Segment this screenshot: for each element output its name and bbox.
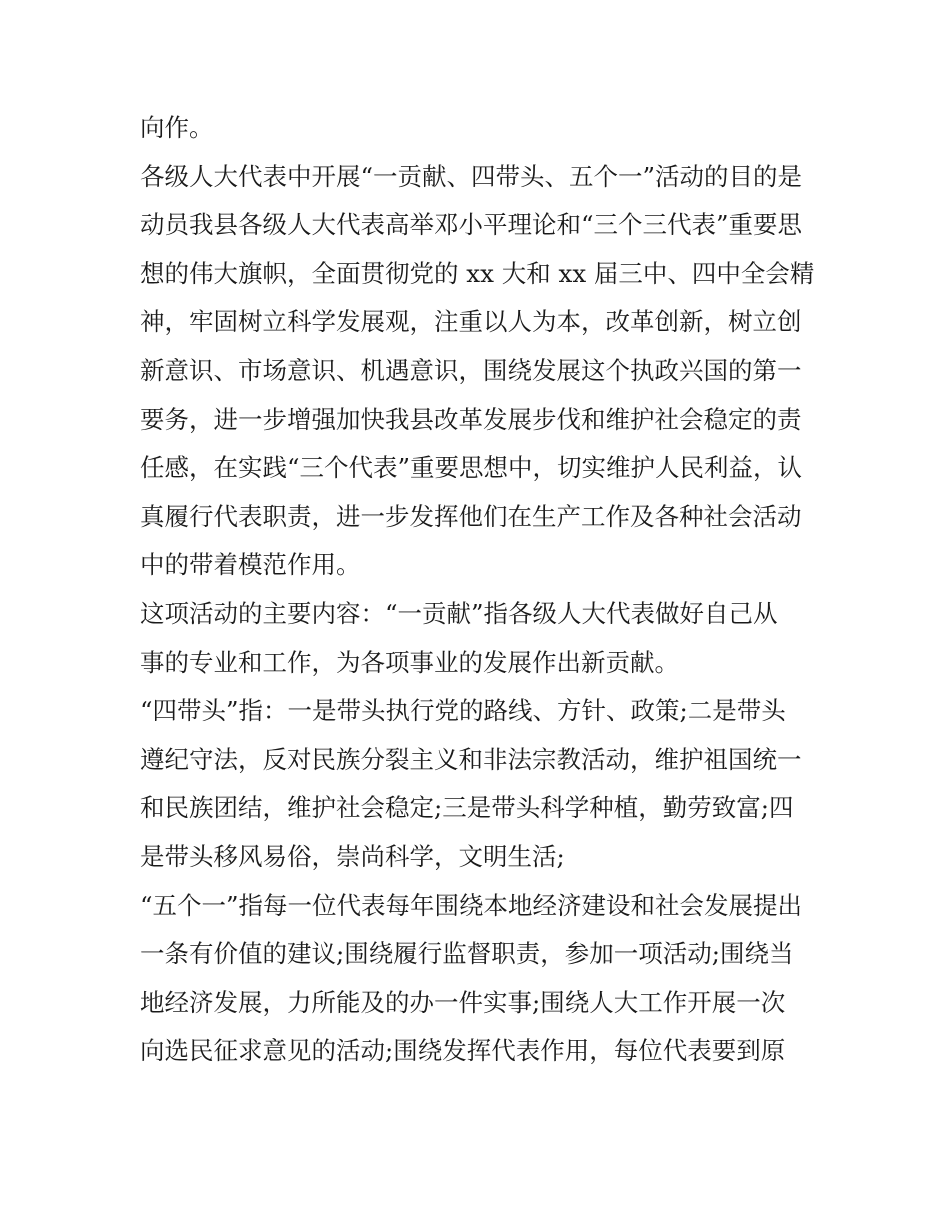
text-line: 向作。 xyxy=(140,113,214,142)
text-line: “四带头”指：一是带头执行党的路线、方针、政策;二是带头 xyxy=(140,696,786,726)
text-line: 中的带着模范作用。 xyxy=(140,550,361,580)
text-line: 真履行代表职责，进一步发挥他们在生产工作及各种社会活动 xyxy=(140,501,802,531)
text-line: 向选民征求意见的活动;围绕发挥代表作用，每位代表要到原 xyxy=(140,1036,786,1066)
text-line: 想的伟大旗帜，全面贯彻党的 xx 大和 xx 届三中、四中全会精 xyxy=(140,258,815,288)
text-line: 神，牢固树立科学发展观，注重以人为本，改革创新，树立创 xyxy=(140,307,802,337)
text-line: 各级人大代表中开展“一贡献、四带头、五个一”活动的目的是 xyxy=(140,161,803,191)
text-line: 这项活动的主要内容：“一贡献”指各级人大代表做好自己从 xyxy=(140,598,778,628)
text-line: 任感，在实践“三个代表”重要思想中，切实维护人民利益，认 xyxy=(140,453,803,483)
body-text xyxy=(140,104,830,1076)
text-line: 一条有价值的建议;围绕履行监督职责，参加一项活动;围绕当 xyxy=(140,939,794,969)
text-line: 是带头移风易俗，崇尚科学，文明生活; xyxy=(140,841,565,871)
text-line: “五个一”指每一位代表每年围绕本地经济建设和社会发展提出 xyxy=(140,890,803,920)
text-line: 遵纪守法，反对民族分裂主义和非法宗教活动，维护祖国统一 xyxy=(140,744,802,774)
text-line: 事的专业和工作，为各项事业的发展作出新贡献。 xyxy=(140,647,679,677)
text-line: 动员我县各级人大代表高举邓小平理论和“三个三代表”重要思 xyxy=(140,210,803,240)
text-line: 和民族团结，维护社会稳定;三是带头科学种植，勤劳致富;四 xyxy=(140,793,794,823)
text-line: 地经济发展，力所能及的办一件实事;围绕人大工作开展一次 xyxy=(140,987,786,1017)
text-line: 要务，进一步增强加快我县改革发展步伐和维护社会稳定的责 xyxy=(140,404,802,434)
text-line: 新意识、市场意识、机遇意识，围绕发展这个执政兴国的第一 xyxy=(140,355,802,385)
